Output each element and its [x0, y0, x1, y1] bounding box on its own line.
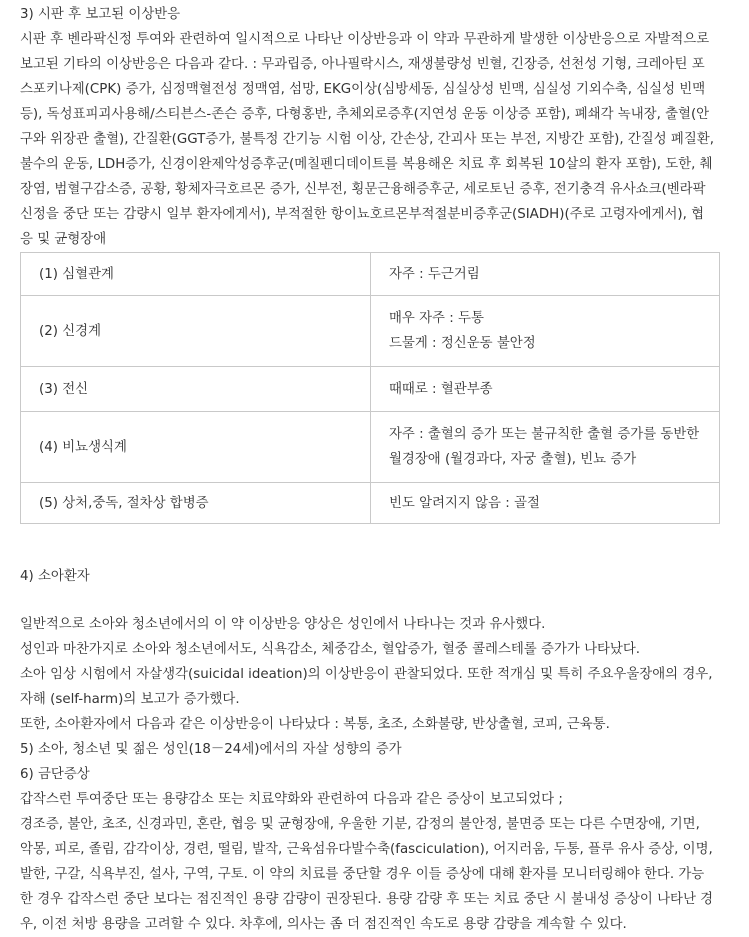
- table-row: [21, 367, 720, 412]
- table-cell-details: [371, 296, 720, 367]
- body-line: 갑작스런 투여중단 또는 용량감소 또는 치료약화와 관련하여 다음과 같은 증상이 보고되었다 ;: [20, 792, 563, 807]
- section-4: [0, 564, 749, 937]
- detail-line: 때때로 : 혈관부종: [389, 381, 493, 397]
- body-line: 소아 임상 시험에서 자살생각(suicidal ideation)의 이상반응이 관찰되었다. 또한 적개심 및 특히 주요우울장애의 경우,: [20, 667, 713, 682]
- body-line: 발한, 구갈, 식욕부진, 설사, 구역, 구토. 이 약의 치료를 중단할 경우 이들 증상에 대해 환자를 모니터링해야 한다. 가능: [20, 867, 705, 882]
- table-cell-category: (2) 신경계: [21, 296, 371, 367]
- detail-line: 자주 : 두근거림: [389, 266, 480, 282]
- body-line: 일반적으로 소아와 청소년에서의 이 약 이상반응 양상은 성인에서 나타나는 것과 유사했다.: [20, 617, 546, 632]
- detail-line: 월경장애 (월경과다, 자궁 출혈), 빈뇨 증가: [389, 452, 637, 467]
- section-3-body: [20, 27, 729, 252]
- body-line: 자해 (self-harm)의 보고가 증가했다.: [20, 692, 240, 707]
- detail-line: 드물게 : 정신운동 불안정: [389, 336, 536, 351]
- subsection-5-title: 5) 소아, 청소년 및 젊은 성인(18－24세)에서의 자살 성향의 증가: [20, 742, 402, 757]
- detail-line: 매우 자주 : 두통: [389, 311, 484, 326]
- table-row: [21, 253, 720, 296]
- table-cell-category: (1) 심혈관계: [21, 253, 371, 296]
- body-line: 또한, 소아환자에서 다음과 같은 이상반응이 나타났다 : 복통, 초조, 소화불량, 반상출혈, 코피, 근육통.: [20, 717, 610, 732]
- body-line: 악몽, 피로, 졸림, 감각이상, 경련, 떨림, 발작, 근육섬유다발수축(fasciculation), 어지러움, 두통, 플루 유사 증상, 이명,: [20, 842, 713, 857]
- body-line: 신정을 중단 또는 감량시 일부 환자에게서), 부적절한 항이뇨호르몬부적절분비증후군(SIADH)(주로 고령자에게서), 협: [20, 207, 705, 222]
- section-3-title: 3) 시판 후 보고된 이상반응: [20, 7, 181, 22]
- body-line: 스포키나제(CPK) 증가, 심정맥혈전성 정맥염, 섬망, EKG이상(심방세동, 심실상성 빈맥, 심실성 기외수축, 심실성 빈맥: [20, 82, 706, 97]
- table-cell-details: [371, 253, 720, 296]
- body-line: 불수의 운동, LDH증가, 신경이완제악성증후군(메칠펜디데이트를 복용해온 치료 후 회복된 10살의 환자 포함), 도한, 췌: [20, 157, 713, 172]
- section-4-title: 4) 소아환자: [20, 569, 90, 584]
- section-4-body: [20, 612, 729, 937]
- body-line: 성인과 마찬가지로 소아와 청소년에서도, 식욕감소, 체중감소, 혈압증가, 혈중 콜레스테롤 증가가 나타났다.: [20, 642, 641, 657]
- body-line: 응 및 균형장애: [20, 232, 107, 247]
- table-cell-category: (5) 상처,중독, 절차상 합병증: [21, 483, 371, 524]
- table-row: [21, 296, 720, 367]
- detail-line: 빈도 알려지지 않음 : 골절: [389, 495, 540, 511]
- section-3: [0, 0, 749, 252]
- detail-line: 자주 : 출혈의 증가 또는 불규칙한 출혈 증가를 동반한: [389, 427, 700, 442]
- adverse-reaction-table: [20, 252, 720, 524]
- body-line: 장염, 범혈구감소증, 공황, 황체자극호르몬 증가, 신부전, 횡문근융해증후군, 세로토닌 증후, 전기충격 유사쇼크(벤라팍: [20, 182, 706, 197]
- table-cell-details: [371, 483, 720, 524]
- body-line: 등), 독성표피괴사용해/스티븐스-존슨 증후, 다형홍반, 추체외로증후(지연성 운동 이상증 포함), 폐쇄각 녹내장, 출혈(안: [20, 107, 710, 122]
- body-line: 한 경우 갑작스런 중단 보다는 점진적인 용량 감량이 권장된다. 용량 감량 후 또는 치료 중단 시 불내성 증상이 나타난 경: [20, 892, 714, 907]
- table-cell-category: (3) 전신: [21, 367, 371, 412]
- body-line: 구와 위장관 출혈), 간질환(GGT증가, 불특정 간기능 시험 이상, 간손상, 간괴사 또는 부전, 지방간 포함), 간질성 폐질환,: [20, 132, 714, 147]
- body-line: 시판 후 벤라팍신정 투여와 관련하여 일시적으로 나타난 이상반응과 이 약과 무관하게 발생한 이상반응으로 자발적으로: [20, 32, 710, 47]
- table-cell-category: (4) 비뇨생식계: [21, 412, 371, 483]
- table-row: [21, 412, 720, 483]
- table-cell-details: [371, 367, 720, 412]
- subsection-6-title: 6) 금단증상: [20, 767, 90, 782]
- table-row: [21, 483, 720, 524]
- body-line: 보고된 기타의 이상반응은 다음과 같다. : 무과립증, 아나필락시스, 재생불량성 빈혈, 긴장증, 선천성 기형, 크레아틴 포: [20, 57, 705, 72]
- body-line: 우, 이전 처방 용량을 고려할 수 있다. 차후에, 의사는 좀 더 점진적인 속도로 용량 감량을 계속할 수 있다.: [20, 917, 627, 932]
- table-cell-details: [371, 412, 720, 483]
- body-line: 경조증, 불안, 초조, 신경과민, 혼란, 협응 및 균형장애, 우울한 기분, 감정의 불안정, 불면증 또는 다른 수면장애, 기면,: [20, 817, 700, 832]
